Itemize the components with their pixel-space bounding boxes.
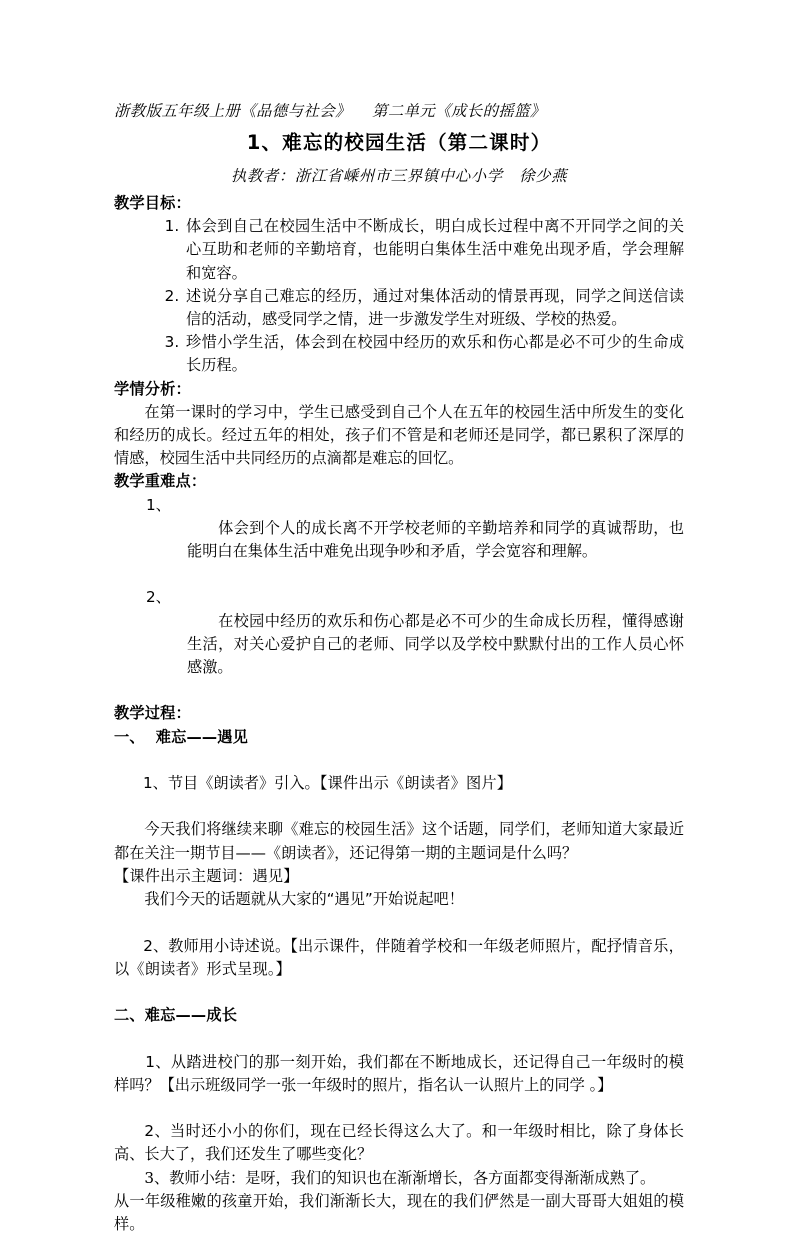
document-body (114, 98, 684, 1236)
part-one-step-1 (114, 749, 684, 819)
heading-process: 教学过程： (114, 704, 191, 723)
heading-part-one: 一、 难忘——遇见 (114, 727, 249, 746)
part-one-step-1-body: 今天我们将继续来聊《难忘的校园生活》这个话题，同学们，老师知道大家最近都在关注一期节目——《朗读者》，还记得第一期的主题词是什么吗？ (114, 820, 684, 862)
courseware-cue: 【出示班级同学一张一年级时的照片，指名认一认照片上的同学 。】 (159, 1075, 613, 1094)
part-one-step-2 (114, 911, 684, 1004)
courseware-cue: 【出示课件，伴随着学校和一年级老师照片，配抒情音乐，以《朗读者》形式呈现。】 (114, 936, 684, 978)
objectives-list (114, 215, 684, 377)
part-one-step-1-body-2: 我们今天的话题就从大家的“遇见”开始说起吧！ (144, 890, 464, 909)
step-lead-text: 1、节目《朗读者》引入。 (142, 774, 320, 793)
step-lead-text: 1、从踏进校门的那一刻开始，我们都在不断地成长，还记得自己一年级时的模样吗？ (114, 1052, 684, 1094)
list-marker: 1、 (146, 495, 171, 514)
list-item: 1. 体会到自己在校园生活中不断成长，明白成长过程中离不开同学之间的关心互助和老师的辛勤培育，也能明白集体生活中难免出现矛盾，学会理解和宽容。 (184, 215, 684, 285)
part-two-step-3: 3、教师小结：是呀，我们的知识也在渐渐增长，各方面都变得渐渐成熟了。 (144, 1168, 656, 1187)
courseware-cue-theme-word: 【课件出示主题词：遇见】 (114, 866, 299, 885)
courseware-cue: 【课件出示《朗读者》图片】 (319, 774, 513, 793)
step-lead-text: 2、教师用小诗述说。 (143, 936, 291, 955)
teacher-credit-line: 执教者：浙江省嵊州市三界镇中心小学 徐少燕 (230, 167, 568, 185)
list-item: 3. 珍惜小学生活，体会到在校园中经历的欢乐和伤心都是必不可少的生命成长历程。 (184, 331, 684, 377)
key-point-text: 在校园中经历的欢乐和伤心都是必不可少的生命成长历程，懂得感谢生活，对关心爱护自己的老师、同学以及学校中默默付出的工作人员心怀感激。 (187, 611, 684, 677)
list-marker: 2、 (146, 588, 171, 607)
part-two-closing: 从一年级稚嫩的孩童开始，我们渐渐长大，现在的我们俨然是一副大哥哥大姐姐的模样。 (114, 1191, 684, 1233)
heading-key-points: 教学重难点： (114, 472, 207, 491)
key-point-text: 体会到个人的成长离不开学校老师的辛勤培养和同学的真诚帮助，也能明白在集体生活中难免出现争吵和矛盾，学会宽容和理解。 (187, 518, 684, 561)
key-point-item (114, 494, 684, 587)
part-two-step-1 (114, 1027, 684, 1120)
textbook-header-line: 浙教版五年级上册《品德与社会》 第二单元《成长的摇篮》 (114, 102, 546, 120)
heading-analysis: 学情分析： (114, 379, 191, 398)
analysis-body: 在第一课时的学习中，学生已感受到自己个人在五年的校园生活中所发生的变化和经历的成长。经过五年的相处，孩子们不管是和老师还是同学，都已累积了深厚的情感，校园生活中共同经历的点滴都是难忘的回忆。 (114, 402, 684, 468)
heading-objectives: 教学目标： (114, 194, 191, 212)
heading-part-two: 二、难忘——成长 (114, 1006, 238, 1025)
page-title: 1、难忘的校园生活（第二课时） (246, 131, 552, 154)
key-point-item (114, 586, 684, 702)
list-item: 2. 述说分享自己难忘的经历，通过对集体活动的情景再现，同学之间送信读信的活动，感受同学之情，进一步激发学生对班级、学校的热爱。 (184, 285, 684, 331)
part-two-step-2: 2、当时还小小的你们，现在已经长得这么大了。和一年级时相比，除了身体长高、长大了，我们还发生了哪些变化？ (114, 1122, 684, 1164)
